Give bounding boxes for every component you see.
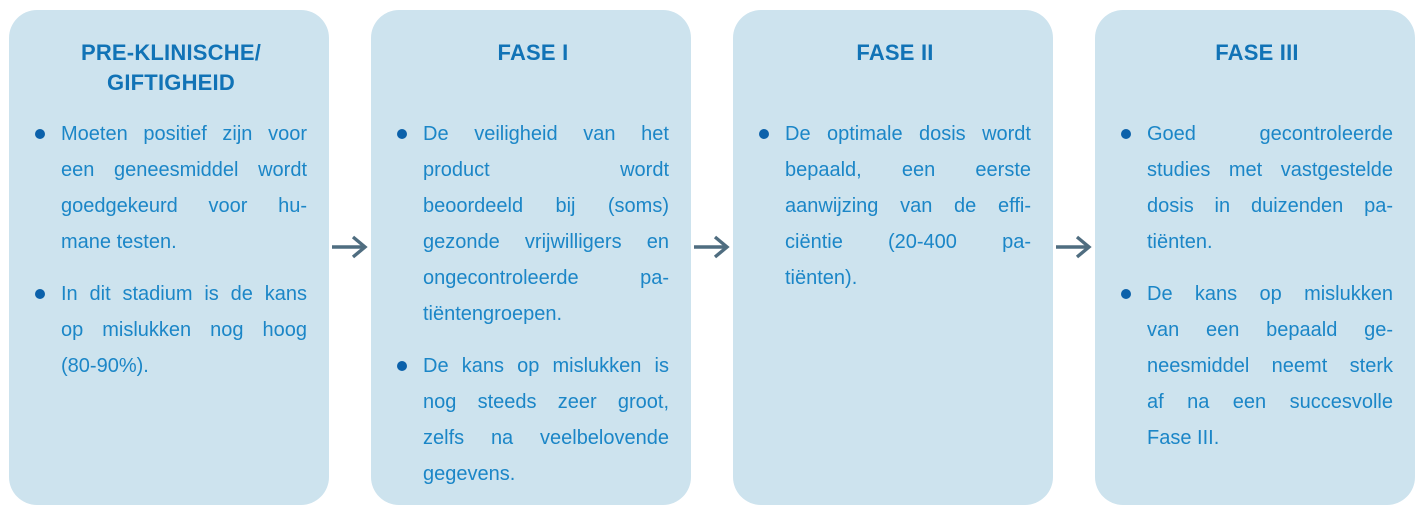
text-line: In dit stadium is de kans — [61, 283, 307, 305]
phase-card-fase-1 — [371, 10, 691, 505]
bullet-text — [1147, 276, 1393, 456]
text-line: mane testen. — [61, 231, 177, 253]
text-line: bepaald, een eerste — [785, 159, 1031, 181]
bullet-item — [759, 116, 1031, 296]
bullet-dot-icon — [35, 289, 45, 299]
flow-arrow — [691, 233, 733, 261]
text-line: op mislukken nog hoog — [61, 319, 307, 341]
text-line: zelfs na veelbelovende — [423, 427, 669, 449]
phase-title — [397, 38, 669, 98]
text-line: tiënten. — [1147, 231, 1213, 253]
flow-arrow — [1053, 233, 1095, 261]
bullet-list — [397, 116, 669, 492]
bullet-text — [1147, 116, 1393, 260]
bullet-dot-icon — [397, 361, 407, 371]
text-line: gegevens. — [423, 463, 516, 485]
bullet-list — [759, 116, 1031, 296]
phase-card-fase-3 — [1095, 10, 1415, 505]
bullet-text — [785, 116, 1031, 296]
text-line: tiëntengroepen. — [423, 303, 563, 325]
text-line: Fase III. — [1147, 427, 1220, 449]
text-line: een geneesmiddel wordt — [61, 159, 307, 181]
bullet-list — [35, 116, 307, 384]
text-line: aanwijzing van de effi- — [785, 195, 1031, 217]
bullet-dot-icon — [1121, 129, 1131, 139]
phase-title — [1121, 38, 1393, 98]
phase-card-fase-2 — [733, 10, 1053, 505]
arrow-right-icon — [1054, 233, 1094, 261]
text-line: nog steeds zeer groot, — [423, 391, 669, 413]
text-line: neesmiddel neemt sterk — [1147, 355, 1393, 377]
bullet-item — [35, 276, 307, 384]
text-line: ongecontroleerde pa- — [423, 267, 669, 289]
arrow-right-icon — [330, 233, 370, 261]
bullet-text — [423, 116, 669, 332]
text-line: De veiligheid van het — [423, 123, 669, 145]
text-line: De optimale dosis wordt — [785, 123, 1031, 145]
text-line: tiënten). — [785, 267, 858, 289]
bullet-text — [423, 348, 669, 492]
bullet-dot-icon — [759, 129, 769, 139]
phase-title-line: FASE II — [856, 40, 934, 65]
phase-title-line: GIFTIGHEID — [107, 70, 235, 95]
bullet-list — [1121, 116, 1393, 456]
flow-arrow — [329, 233, 371, 261]
text-line: (80-90%). — [61, 355, 149, 377]
text-line: studies met vastgestelde — [1147, 159, 1393, 181]
text-line: Goed gecontroleerde — [1147, 123, 1393, 145]
text-line: De kans op mislukken is — [423, 355, 669, 377]
phase-title — [35, 38, 307, 98]
text-line: Moeten positief zijn voor — [61, 123, 307, 145]
text-line: af na een succesvolle — [1147, 391, 1393, 413]
bullet-dot-icon — [1121, 289, 1131, 299]
text-line: gezonde vrijwilligers en — [423, 231, 669, 253]
text-line: ciëntie (20-400 pa- — [785, 231, 1031, 253]
text-line: goedgekeurd voor hu- — [61, 195, 307, 217]
phase-title — [759, 38, 1031, 98]
text-line: De kans op mislukken — [1147, 283, 1393, 305]
phase-title-line: FASE III — [1215, 40, 1299, 65]
arrow-right-icon — [692, 233, 732, 261]
bullet-text — [61, 276, 307, 384]
bullet-item — [397, 348, 669, 492]
bullet-item — [1121, 116, 1393, 260]
text-line: dosis in duizenden pa- — [1147, 195, 1393, 217]
text-line: beoordeeld bij (soms) — [423, 195, 669, 217]
phase-title-line: PRE-KLINISCHE/ — [80, 40, 262, 65]
text-line: van een bepaald ge- — [1147, 319, 1393, 341]
bullet-item — [397, 116, 669, 332]
bullet-dot-icon — [35, 129, 45, 139]
bullet-item — [1121, 276, 1393, 456]
bullet-item — [35, 116, 307, 260]
bullet-dot-icon — [397, 129, 407, 139]
phase-card-pre-klinische — [9, 10, 329, 505]
bullet-text — [61, 116, 307, 260]
phase-title-line: FASE I — [497, 40, 569, 65]
text-line: product wordt — [423, 159, 669, 181]
